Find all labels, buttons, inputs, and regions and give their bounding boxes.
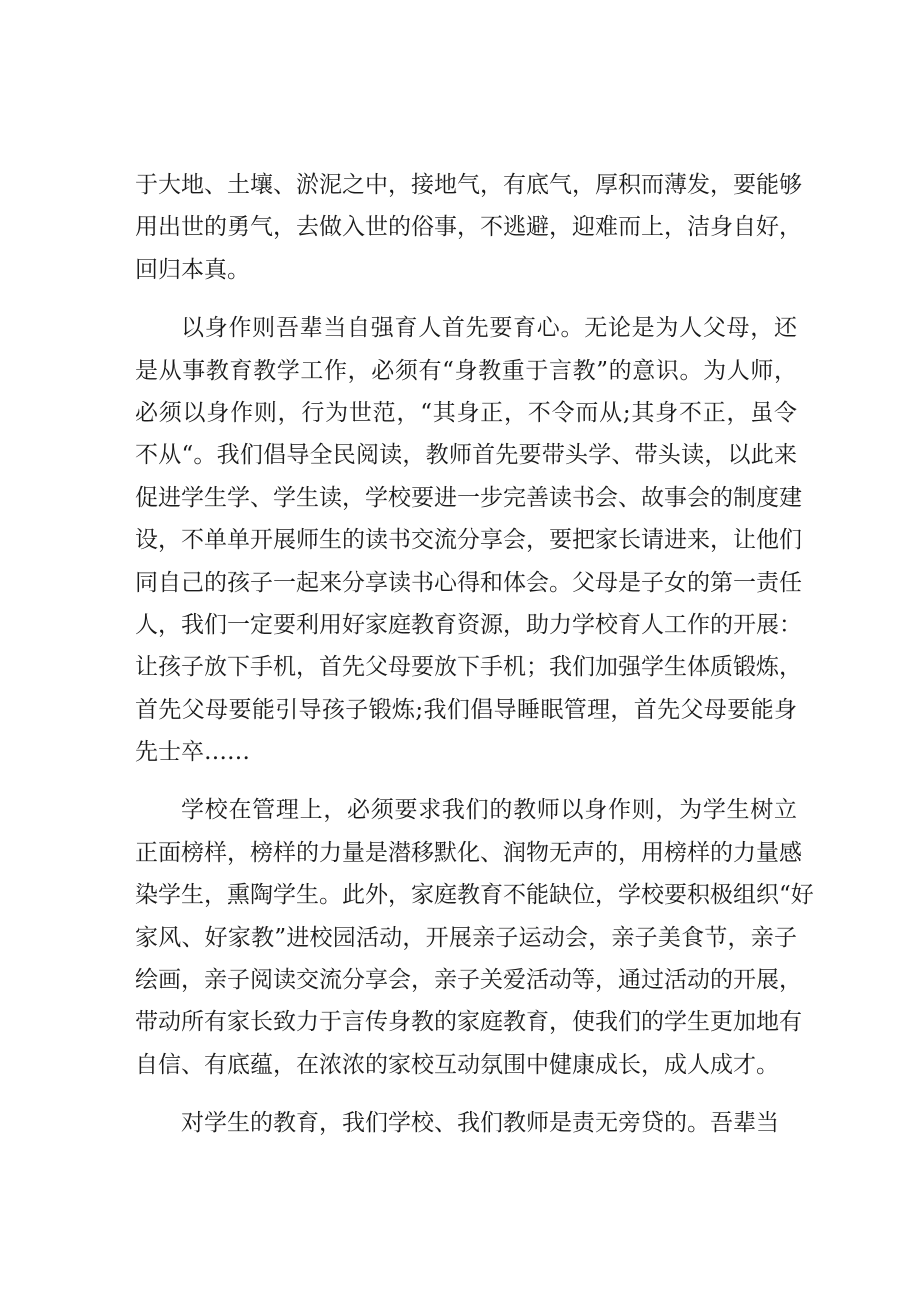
text-line: 正面榜样，榜样的力量是潜移默化、润物无声的，用榜样的力量感 — [135, 839, 802, 866]
text-line: 同自己的孩子一起来分享读书心得和体会。父母是子女的第一责任 — [135, 569, 802, 596]
text-line: 学校在管理上，必须要求我们的教师以身作则，为学生树立 — [181, 797, 797, 824]
text-line: 家风、好家教”进校园活动，开展亲子运动会，亲子美食节，亲子 — [135, 924, 797, 951]
text-line: 促进学生学、学生读，学校要进一步完善读书会、故事会的制度建 — [135, 484, 802, 511]
document-body — [135, 164, 814, 1161]
text-line: 于大地、土壤、淤泥之中，接地气，有底气，厚积而薄发，要能够 — [135, 172, 802, 198]
paragraph-4 — [135, 1102, 797, 1144]
text-line: 是从事教育教学工作，必须有“身教重于言教”的意识。为人师， — [135, 357, 797, 384]
paragraph-3 — [135, 789, 814, 1086]
text-line: 染学生，熏陶学生。此外，家庭教育不能缺位，学校要积极组织“好 — [135, 882, 814, 909]
text-line: 让孩子放下手机，首先父母要放下手机；我们加强学生体质锻炼， — [135, 654, 802, 681]
paragraph-1 — [135, 164, 802, 291]
text-line: 人，我们一定要利用好家庭教育资源，助力学校育人工作的开展： — [135, 611, 802, 638]
text-line: 回归本真。 — [135, 256, 250, 283]
paragraph-2 — [135, 307, 802, 773]
text-line: 不从“。我们倡导全民阅读，教师首先要带头学、带头读，以此来 — [135, 442, 797, 469]
text-line: 对学生的教育，我们学校、我们教师是责无旁贷的。吾辈当 — [181, 1110, 779, 1137]
text-line: 首先父母要能引导孩子锻炼;我们倡导睡眠管理，首先父母要能身 — [135, 696, 797, 723]
text-line: 设，不单单开展师生的读书交流分享会，要把家长请进来，让他们 — [135, 527, 802, 554]
text-line: 以身作则吾辈当自强育人首先要育心。无论是为人父母，还 — [181, 315, 797, 342]
text-line: 必须以身作则，行为世范，“其身正，不令而从;其身不正，虽令 — [135, 399, 797, 426]
text-line: 带动所有家长致力于言传身教的家庭教育，使我们的学生更加地有 — [135, 1009, 802, 1036]
text-line: 先士卒…… — [135, 739, 250, 766]
text-line: 绘画，亲子阅读交流分享会，亲子关爱活动等，通过活动的开展， — [135, 967, 802, 994]
text-line: 用出世的勇气，去做入世的俗事，不逃避，迎难而上，洁身自好， — [135, 214, 802, 241]
text-line: 自信、有底蕴，在浓浓的家校互动氛围中健康成长，成人成才。 — [135, 1051, 779, 1078]
